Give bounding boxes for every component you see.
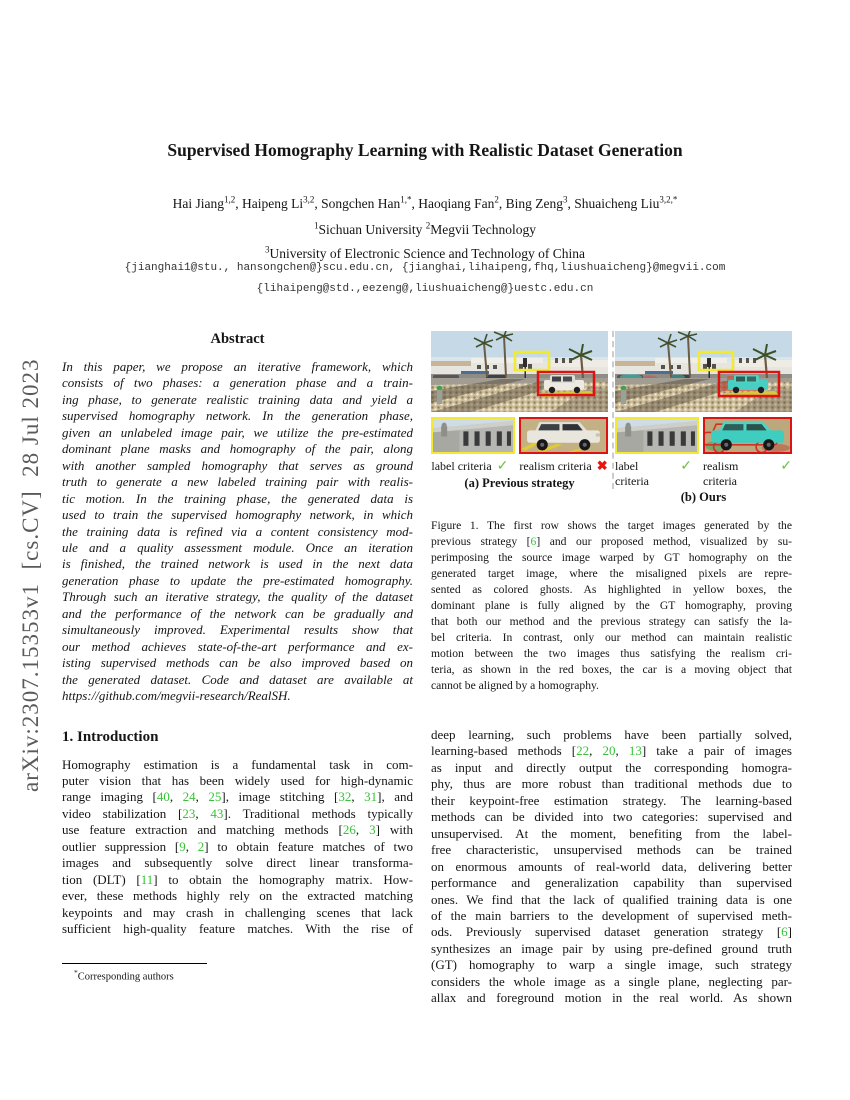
label-criteria-text: label criteria [615, 459, 649, 488]
body-line: learning-based methods [22, 20, 13] take a pair of images [431, 743, 792, 759]
street-scene-image-b [615, 331, 792, 412]
subcaption-a: (a) Previous strategy [464, 476, 575, 490]
street-scene-image-a [431, 331, 608, 412]
body-line: methods can be divided into two categories: supervised and [431, 809, 792, 825]
authors-line [0, 194, 850, 212]
body-line: ones. We find that the lack of qualified training data is one [431, 891, 792, 907]
crops-row-a [431, 417, 608, 454]
abstract-line: the training data is refined via a content consistency mod- [62, 523, 413, 539]
check-icon: ✓ [780, 459, 792, 474]
building-crop-a [431, 417, 515, 454]
figure-panels [431, 331, 792, 505]
introduction-line: use feature extraction and matching methods [26, 3] with [62, 822, 413, 838]
author: Shuaicheng Liu$^{3,2,*}$ [574, 194, 678, 211]
abstract-line: given an unlabeled image pair, we utilize the pre-estimated [62, 424, 413, 440]
abstract-line: consists of two phases: a generation phase and a train- [62, 375, 413, 391]
body-line: their keypoint-free estimation strategy. The learning-based [431, 792, 792, 808]
car-crop-a [519, 417, 608, 454]
figure-dashed-separator [612, 331, 614, 489]
abstract-line: used to train the supervised homography network, in which [62, 507, 413, 523]
affiliation-line-2: $^3$University of Electronic Science and Technology of China [264, 244, 586, 261]
figure-1 [431, 331, 792, 694]
check-icon: ✓ [680, 459, 692, 474]
introduction-line: keypoints and may crash in challenging scenes that lack [62, 904, 413, 920]
abstract-line: simultaneously improved. Experimental results show that [62, 622, 413, 638]
author: Bing Zeng$^3$, [505, 194, 575, 211]
caption-line: sented as colored ghosts. As highlighted in yellow boxes, the [431, 583, 792, 596]
abstract-line: isting supervised methods can be also improved based on [62, 655, 413, 671]
cross-icon: ✖ [596, 458, 608, 473]
footnote-text: *Corresponding authors [74, 968, 174, 983]
email-line-2: {lihaipeng@std.,eezeng@,liushuaicheng@}uestc.edu.cn [256, 282, 594, 295]
right-column [431, 331, 792, 1007]
abstract-line: is finished, the trained network is used in the next data [62, 556, 413, 572]
arxiv-stamp: arXiv:2307.15353v1 [cs.CV] 28 Jul 2023 [18, 358, 43, 792]
author: Hai Jiang$^{1,2}$, [172, 194, 243, 211]
abstract-line: ule and a quality assessment module. Once an iteration [62, 539, 413, 555]
author: Haoqiang Fan$^2$, [418, 194, 506, 211]
body-line: free characteristic, unsupervised methods can be trained [431, 842, 792, 858]
caption-line: Figure 1. The first row shows the target images generated by the [431, 519, 792, 532]
abstract-line: https://github.com/megvii-research/RealSH. [62, 688, 291, 704]
introduction-line: puter vision that has been widely used for high-dynamic [62, 772, 413, 788]
affiliations [0, 215, 850, 264]
body-line: (GT) homography to warp a single image, such strategy [431, 957, 792, 973]
caption-line: bel criteria. In contrast, only our method can maintain realistic [431, 631, 792, 644]
introduction-line: Homography estimation is a fundamental task in com- [62, 756, 413, 772]
abstract-paragraph [62, 359, 413, 705]
introduction-line: images and subsequently solve direct linear transforma- [62, 855, 413, 871]
body-line: on enormous amounts of real-world data, delivering better [431, 858, 792, 874]
building-crop-b [615, 417, 699, 454]
body-line: performance and generalization capability than supervised [431, 875, 792, 891]
abstract-line: truth to generate a new labeled training pair with realis- [62, 474, 413, 490]
abstract-line: tic motion. In the training phase, the generated data is [62, 490, 413, 506]
realism-criteria-text: realism criteria [703, 459, 739, 488]
author: Haipeng Li$^{3,2}$, [242, 194, 322, 211]
paper-title: Supervised Homography Learning with Realistic Dataset Generation [167, 140, 683, 160]
caption-line: perimposing the source image warped by GT homography on the [431, 551, 792, 564]
caption-line: previous strategy [6] and our proposed method, visualized by su- [431, 535, 792, 548]
check-icon: ✓ [496, 459, 509, 474]
introduction-line: video stabilization [23, 43]. Traditional methods typically [62, 805, 414, 821]
figure-panel-ours [615, 331, 792, 505]
body-line: synthesizes an image pair by using pre-defined ground truth [431, 940, 792, 956]
crops-row-b [615, 417, 792, 454]
introduction-line: sufficient high-quality feature matches. With the rise of [62, 921, 413, 937]
email-line-1: {jianghai1@stu., hansongchen@}scu.edu.cn, {jianghai,lihaipeng,fhq,liushuaicheng}@megvii.com [124, 262, 726, 274]
abstract-line: supervised homography network. In the generation phase, [62, 408, 413, 424]
affiliation-line-1: $^1$Sichuan University $^2$Megvii Technology [314, 220, 536, 237]
author-emails [0, 258, 850, 299]
caption-line: dominant plane is fully aligned by the GT homography, proving [431, 599, 792, 612]
body-line: unsupervised. At the moment, benefiting from the label- [431, 825, 792, 841]
introduction-paragraph [62, 757, 413, 938]
footnote-marker: * [74, 968, 78, 977]
abstract-line: dominant plane masks and homography of the pair, along [62, 441, 413, 457]
caption-line: motion between the two images thus satisfying the realism cri- [431, 647, 792, 660]
abstract-line: generation phase to update the pre-estimated homography. [62, 572, 413, 588]
car-crop-b [703, 417, 792, 454]
subcaption-b: (b) Ours [680, 490, 727, 504]
footnote-rule [62, 963, 207, 964]
introduction-heading: 1. Introduction [62, 728, 159, 745]
caption-line: generated target image, where the misaligned pixels are repre- [431, 567, 792, 580]
abstract-line: In this paper, we propose an iterative framework, which [62, 359, 413, 374]
introduction-line: tion (DLT) [11] to obtain the homography matrix. How- [62, 871, 413, 887]
caption-line: that both our method and the previous strategy can satisfy the la- [431, 615, 792, 628]
criteria-row-a [431, 458, 608, 475]
criteria-row-b [615, 458, 792, 489]
right-column-paragraph [431, 727, 792, 1007]
abstract-line: ing phase, to generate realistic training data and yield a [62, 391, 413, 407]
body-line: allax and foreground motion in the real world. As shown [431, 990, 792, 1006]
caption-line: cannot be aligned by a homography. [431, 679, 599, 692]
abstract-line: with another sampled homography that serves as ground [62, 457, 413, 473]
abstract-line: and the performance of the network can be gradually and [62, 605, 413, 621]
abstract-line: our method achieves state-of-the-art performance and ex- [62, 638, 413, 654]
body-line: of the main barriers to the development of supervised meth- [431, 907, 792, 923]
body-line: phy, thus are more robust than traditional methods due to [431, 776, 792, 792]
introduction-line: range imaging [40, 24, 25], image stitching [32, 31], and [62, 789, 414, 805]
footnote [62, 963, 207, 983]
left-column [62, 331, 413, 938]
figure-panel-previous-strategy [431, 331, 608, 505]
label-criteria-text: label criteria [431, 459, 492, 473]
body-line: considers the whole image as a single plane, neglecting par- [431, 973, 792, 989]
body-line: as input and directly output the corresponding homogra- [431, 759, 792, 775]
abstract-heading: Abstract [210, 331, 265, 347]
body-line: deep learning, such problems have been partially solved, [431, 727, 792, 742]
author: Songchen Han$^{1,*}$, [321, 194, 419, 211]
caption-line: teria, as shown in the red boxes, the car is a moving object that [431, 663, 792, 676]
introduction-line: outlier suppression [9, 2] to obtain feature matches of two [62, 838, 414, 854]
abstract-line: the generated dataset. Code and dataset are available at [62, 671, 413, 687]
body-line: ods. Previously supervised dataset generation strategy [6] [431, 924, 792, 940]
realism-criteria-text: realism criteria [519, 459, 592, 473]
abstract-line: Through such an iterative strategy, the quality of the dataset [62, 589, 413, 605]
figure-caption [431, 518, 792, 694]
introduction-line: ever, these methods highly rely on the extracted matching [62, 888, 413, 904]
